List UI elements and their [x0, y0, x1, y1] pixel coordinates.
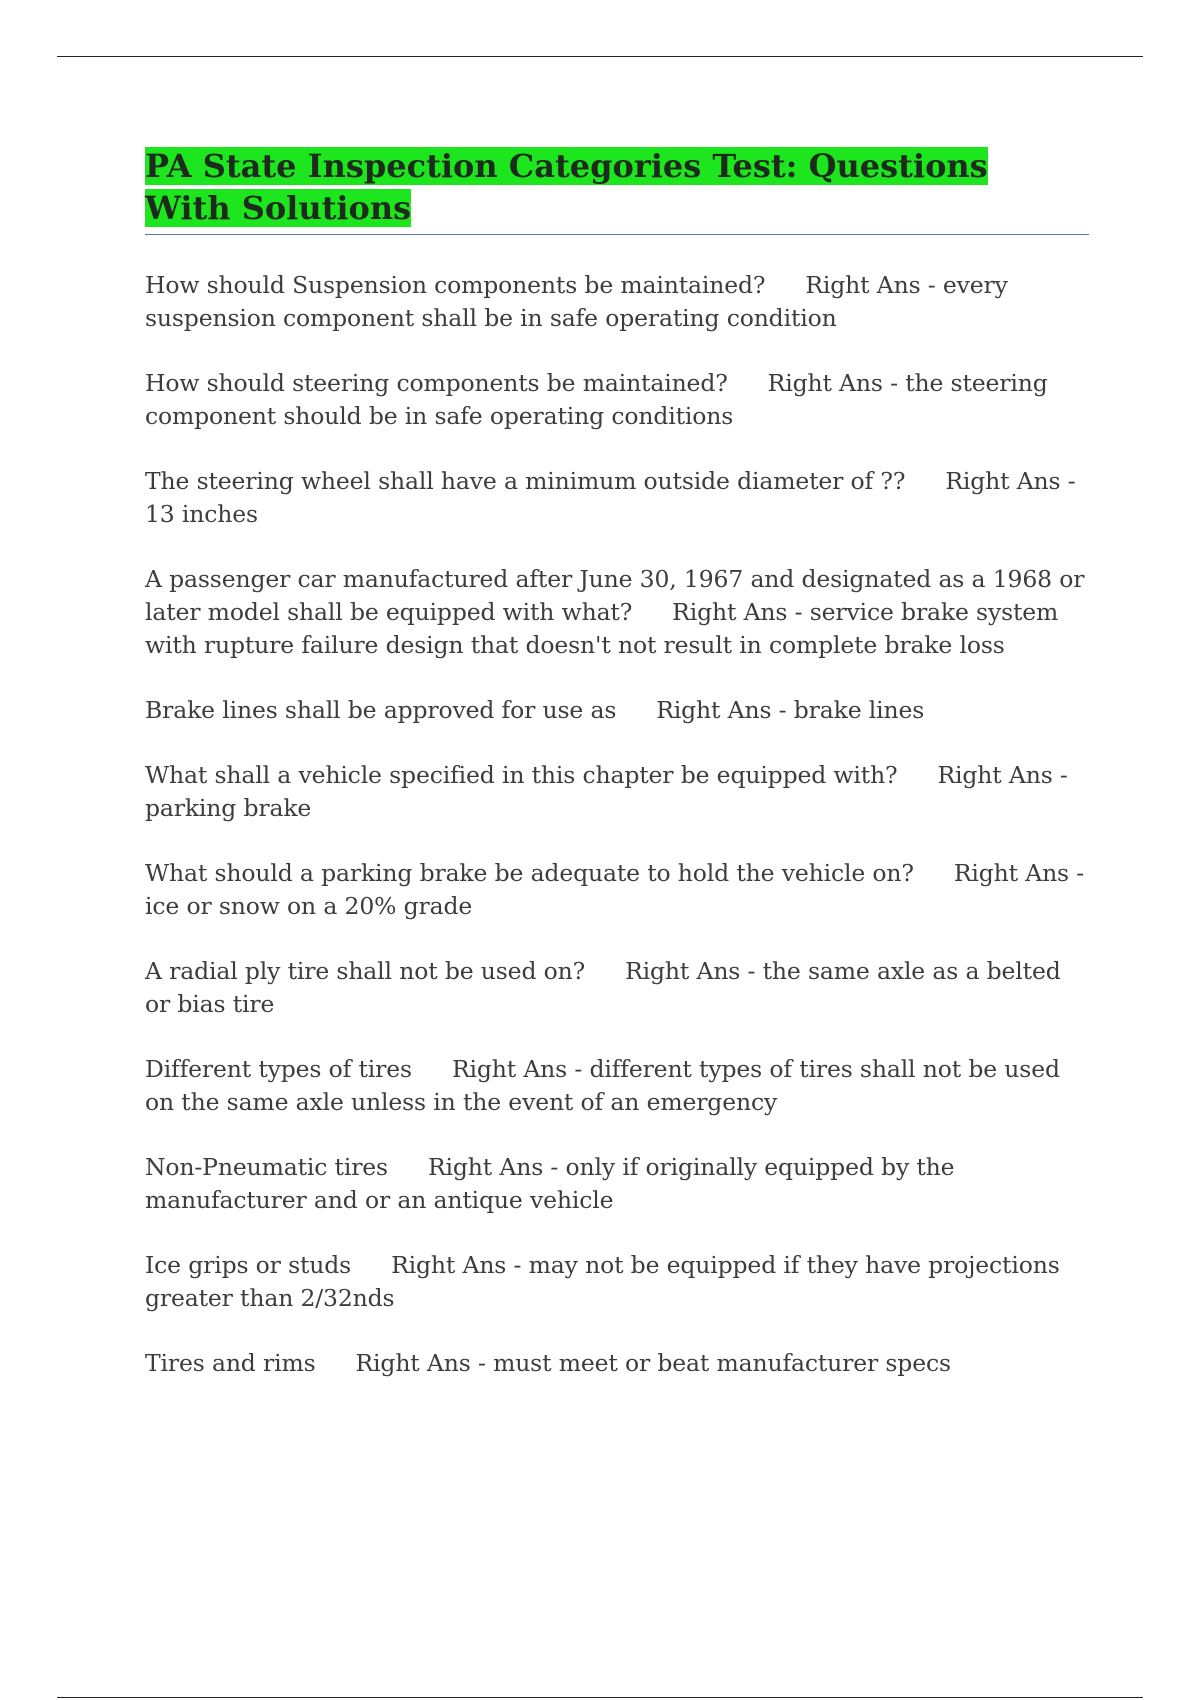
- qa-list: [145, 269, 1089, 1380]
- question-text: What shall a vehicle specified in this chapter be equipped with?: [145, 761, 898, 789]
- question-text: Tires and rims: [145, 1349, 316, 1377]
- question-text: How should Suspension components be maintained?: [145, 271, 766, 299]
- qa-item: [145, 1347, 1089, 1380]
- qa-item: [145, 694, 1089, 727]
- question-text: A radial ply tire shall not be used on?: [145, 957, 586, 985]
- question-text: What should a parking brake be adequate to hold the vehicle on?: [145, 859, 914, 887]
- qa-item: [145, 857, 1089, 923]
- qa-item: [145, 955, 1089, 1021]
- question-text: Ice grips or studs: [145, 1251, 352, 1279]
- answer-text: Right Ans - different types of tires shall not be used on the same axle unless in the event of an emergency: [145, 1055, 1060, 1116]
- question-text: A passenger car manufactured after June 30, 1967 and designated as a 1968 or later model shall be equipped with what?: [145, 565, 1085, 626]
- qa-item: [145, 1249, 1089, 1315]
- answer-text: Right Ans - the same axle as a belted or bias tire: [145, 957, 1061, 1018]
- qa-item: [145, 1151, 1089, 1217]
- page-top-rule: [57, 56, 1143, 57]
- answer-text: Right Ans - the steering component should be in safe operating conditions: [145, 369, 1048, 430]
- answer-text: Right Ans - ice or snow on a 20% grade: [145, 859, 1085, 920]
- answer-text: Right Ans - only if originally equipped by the manufacturer and or an antique vehicle: [145, 1153, 955, 1214]
- document-body: [145, 145, 1089, 1412]
- document-title-text: PA State Inspection Categories Test: Questions With Solutions: [145, 147, 988, 227]
- title-block: [145, 145, 1089, 235]
- answer-text: Right Ans - brake lines: [656, 696, 925, 724]
- qa-item: [145, 1053, 1089, 1119]
- qa-item: [145, 269, 1089, 335]
- qa-item: [145, 759, 1089, 825]
- answer-text: Right Ans - may not be equipped if they have projections greater than 2/32nds: [145, 1251, 1060, 1312]
- qa-item: [145, 563, 1089, 662]
- qa-item: [145, 367, 1089, 433]
- page-bottom-rule: [57, 1697, 1143, 1698]
- question-text: The steering wheel shall have a minimum outside diameter of ??: [145, 467, 906, 495]
- answer-text: Right Ans - 13 inches: [145, 467, 1076, 528]
- question-text: How should steering components be maintained?: [145, 369, 728, 397]
- question-text: Different types of tires: [145, 1055, 412, 1083]
- answer-text: Right Ans - must meet or beat manufacturer specs: [355, 1349, 951, 1377]
- document-title: [145, 145, 1025, 229]
- question-text: Brake lines shall be approved for use as: [145, 696, 617, 724]
- qa-item: [145, 465, 1089, 531]
- answer-text: Right Ans - every suspension component shall be in safe operating condition: [145, 271, 1008, 332]
- answer-text: Right Ans - service brake system with rupture failure design that doesn't not result in complete brake loss: [145, 598, 1059, 659]
- question-text: Non-Pneumatic tires: [145, 1153, 388, 1181]
- answer-text: Right Ans - parking brake: [145, 761, 1068, 822]
